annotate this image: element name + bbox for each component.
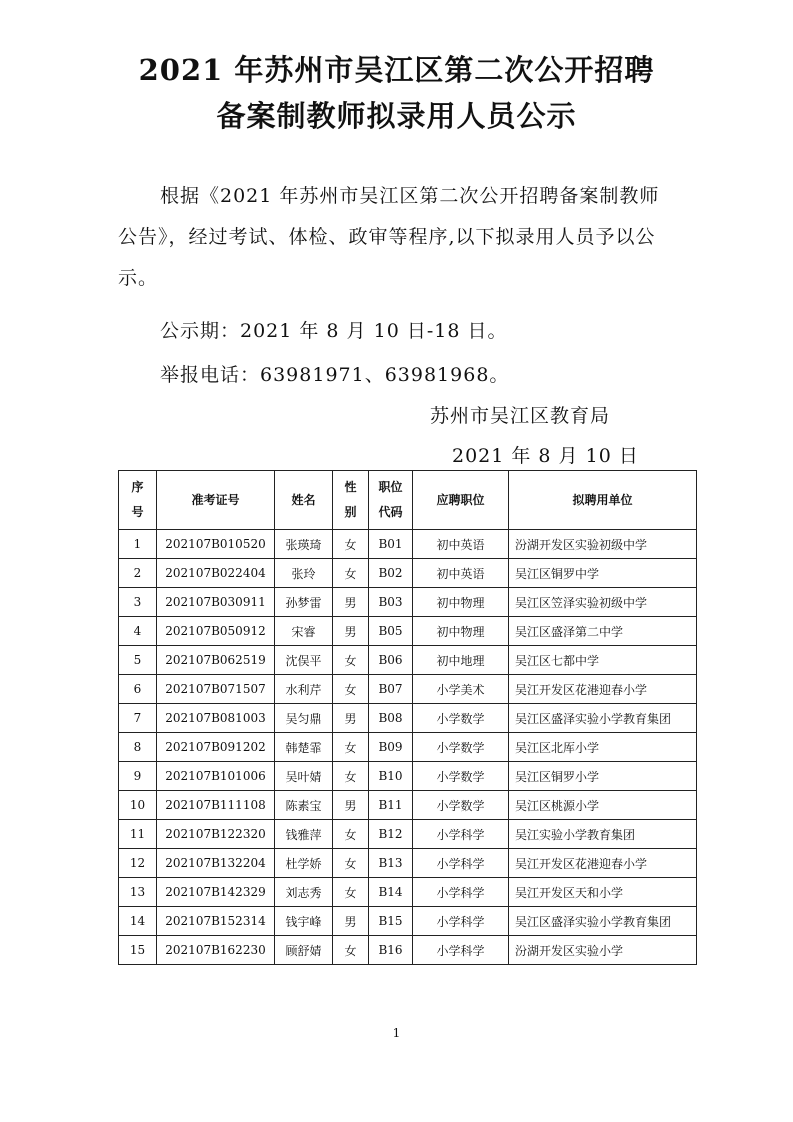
cell-name: 陈素宝 [275,791,333,820]
table-row [119,936,697,965]
cell-unit: 吴江区盛泽第二中学 [509,617,697,646]
cell-unit: 吴江开发区天和小学 [509,878,697,907]
cell-exam-no: 202107B152314 [157,907,275,936]
cell-name: 孙梦雷 [275,588,333,617]
cell-position: 初中地理 [413,646,509,675]
table-row [119,588,697,617]
cell-gender: 男 [333,907,369,936]
cell-seq: 13 [119,878,157,907]
header-position-code: 职位 代码 [369,471,413,530]
cell-seq: 2 [119,559,157,588]
cell-position-code: B10 [369,762,413,791]
header-exam-no: 准考证号 [157,471,275,530]
cell-seq: 1 [119,530,157,559]
cell-name: 杜学娇 [275,849,333,878]
cell-exam-no: 202107B010520 [157,530,275,559]
cell-seq: 6 [119,675,157,704]
header-name: 姓名 [275,471,333,530]
cell-position-code: B14 [369,878,413,907]
cell-position: 小学科学 [413,907,509,936]
cell-seq: 11 [119,820,157,849]
cell-seq: 9 [119,762,157,791]
cell-gender: 女 [333,849,369,878]
document-title-line-1: 2021 年苏州市吴江区第二次公开招聘 [138,53,655,87]
cell-name: 顾舒婧 [275,936,333,965]
cell-position-code: B13 [369,849,413,878]
cell-name: 宋睿 [275,617,333,646]
cell-position-code: B02 [369,559,413,588]
cell-exam-no: 202107B030911 [157,588,275,617]
cell-position: 小学数学 [413,791,509,820]
intro-paragraph [118,176,678,299]
cell-position: 初中物理 [413,588,509,617]
cell-exam-no: 202107B162230 [157,936,275,965]
cell-position-code: B08 [369,704,413,733]
table-row [119,878,697,907]
cell-position: 初中英语 [413,530,509,559]
table-row [119,617,697,646]
table-row [119,704,697,733]
table-row [119,733,697,762]
cell-exam-no: 202107B101006 [157,762,275,791]
report-phone: 举报电话：63981971、63981968。 [160,364,510,386]
cell-seq: 3 [119,588,157,617]
cell-gender: 女 [333,559,369,588]
issuing-organization: 苏州市吴江区教育局 [430,405,611,427]
cell-gender: 女 [333,733,369,762]
cell-unit: 吴江区桃源小学 [509,791,697,820]
table-row [119,675,697,704]
cell-position-code: B07 [369,675,413,704]
cell-unit: 吴江开发区花港迎春小学 [509,849,697,878]
cell-seq: 7 [119,704,157,733]
cell-gender: 女 [333,878,369,907]
cell-exam-no: 202107B071507 [157,675,275,704]
cell-gender: 男 [333,791,369,820]
cell-exam-no: 202107B091202 [157,733,275,762]
candidate-table [118,470,697,965]
cell-position-code: B05 [369,617,413,646]
cell-name: 吴叶婧 [275,762,333,791]
table-row [119,646,697,675]
intro-text: 根据《2021 年苏州市吴江区第二次公开招聘备案制教师公告》，经过考试、体检、政审等程序,以下拟录用人员予以公示。 [118,185,660,289]
cell-seq: 4 [119,617,157,646]
cell-position: 小学数学 [413,762,509,791]
cell-seq: 8 [119,733,157,762]
cell-gender: 女 [333,675,369,704]
cell-position: 小学科学 [413,936,509,965]
cell-exam-no: 202107B050912 [157,617,275,646]
publicity-period: 公示期：2021 年 8 月 10 日-18 日。 [160,320,508,342]
cell-position-code: B11 [369,791,413,820]
cell-name: 张玲 [275,559,333,588]
cell-seq: 5 [119,646,157,675]
cell-name: 张瑛琦 [275,530,333,559]
header-position: 应聘职位 [413,471,509,530]
cell-gender: 女 [333,936,369,965]
cell-position-code: B01 [369,530,413,559]
cell-position: 初中物理 [413,617,509,646]
header-seq: 序 号 [119,471,157,530]
table-row [119,530,697,559]
cell-exam-no: 202107B122320 [157,820,275,849]
cell-name: 水利芹 [275,675,333,704]
cell-position: 小学科学 [413,878,509,907]
cell-unit: 吴江区盛泽实验小学教育集团 [509,704,697,733]
table-row [119,820,697,849]
cell-exam-no: 202107B022404 [157,559,275,588]
table-row [119,791,697,820]
cell-position: 小学数学 [413,733,509,762]
cell-seq: 12 [119,849,157,878]
cell-exam-no: 202107B142329 [157,878,275,907]
cell-unit: 吴江区铜罗小学 [509,762,697,791]
cell-gender: 女 [333,820,369,849]
cell-position-code: B16 [369,936,413,965]
cell-unit: 吴江区北厍小学 [509,733,697,762]
cell-name: 韩楚霏 [275,733,333,762]
cell-unit: 汾湖开发区实验小学 [509,936,697,965]
table-row [119,762,697,791]
cell-unit: 吴江区七都中学 [509,646,697,675]
issue-date: 2021 年 8 月 10 日 [452,445,639,467]
table-header-row [119,471,697,530]
cell-position: 小学科学 [413,820,509,849]
cell-gender: 女 [333,646,369,675]
table-row [119,907,697,936]
cell-unit: 吴江区铜罗中学 [509,559,697,588]
cell-unit: 吴江实验小学教育集团 [509,820,697,849]
cell-name: 钱雅萍 [275,820,333,849]
cell-gender: 男 [333,704,369,733]
cell-name: 刘志秀 [275,878,333,907]
cell-unit: 吴江区盛泽实验小学教育集团 [509,907,697,936]
cell-name: 钱宇峰 [275,907,333,936]
cell-position-code: B03 [369,588,413,617]
cell-exam-no: 202107B081003 [157,704,275,733]
cell-position: 初中英语 [413,559,509,588]
cell-position-code: B09 [369,733,413,762]
document-title-line-2: 备案制教师拟录用人员公示 [216,99,577,133]
cell-unit: 吴江区笠泽实验初级中学 [509,588,697,617]
cell-position: 小学美术 [413,675,509,704]
cell-name: 沈俣平 [275,646,333,675]
cell-seq: 15 [119,936,157,965]
cell-unit: 汾湖开发区实验初级中学 [509,530,697,559]
cell-gender: 男 [333,588,369,617]
cell-gender: 女 [333,530,369,559]
cell-position-code: B06 [369,646,413,675]
cell-seq: 14 [119,907,157,936]
cell-exam-no: 202107B132204 [157,849,275,878]
cell-gender: 女 [333,762,369,791]
cell-exam-no: 202107B062519 [157,646,275,675]
table-row [119,849,697,878]
cell-position-code: B15 [369,907,413,936]
header-gender: 性 别 [333,471,369,530]
header-unit: 拟聘用单位 [509,471,697,530]
cell-position: 小学科学 [413,849,509,878]
cell-gender: 男 [333,617,369,646]
cell-exam-no: 202107B111108 [157,791,275,820]
table-row [119,559,697,588]
cell-unit: 吴江开发区花港迎春小学 [509,675,697,704]
cell-position-code: B12 [369,820,413,849]
cell-position: 小学数学 [413,704,509,733]
cell-name: 吴匀鼎 [275,704,333,733]
page-number: 1 [392,1026,401,1040]
cell-seq: 10 [119,791,157,820]
